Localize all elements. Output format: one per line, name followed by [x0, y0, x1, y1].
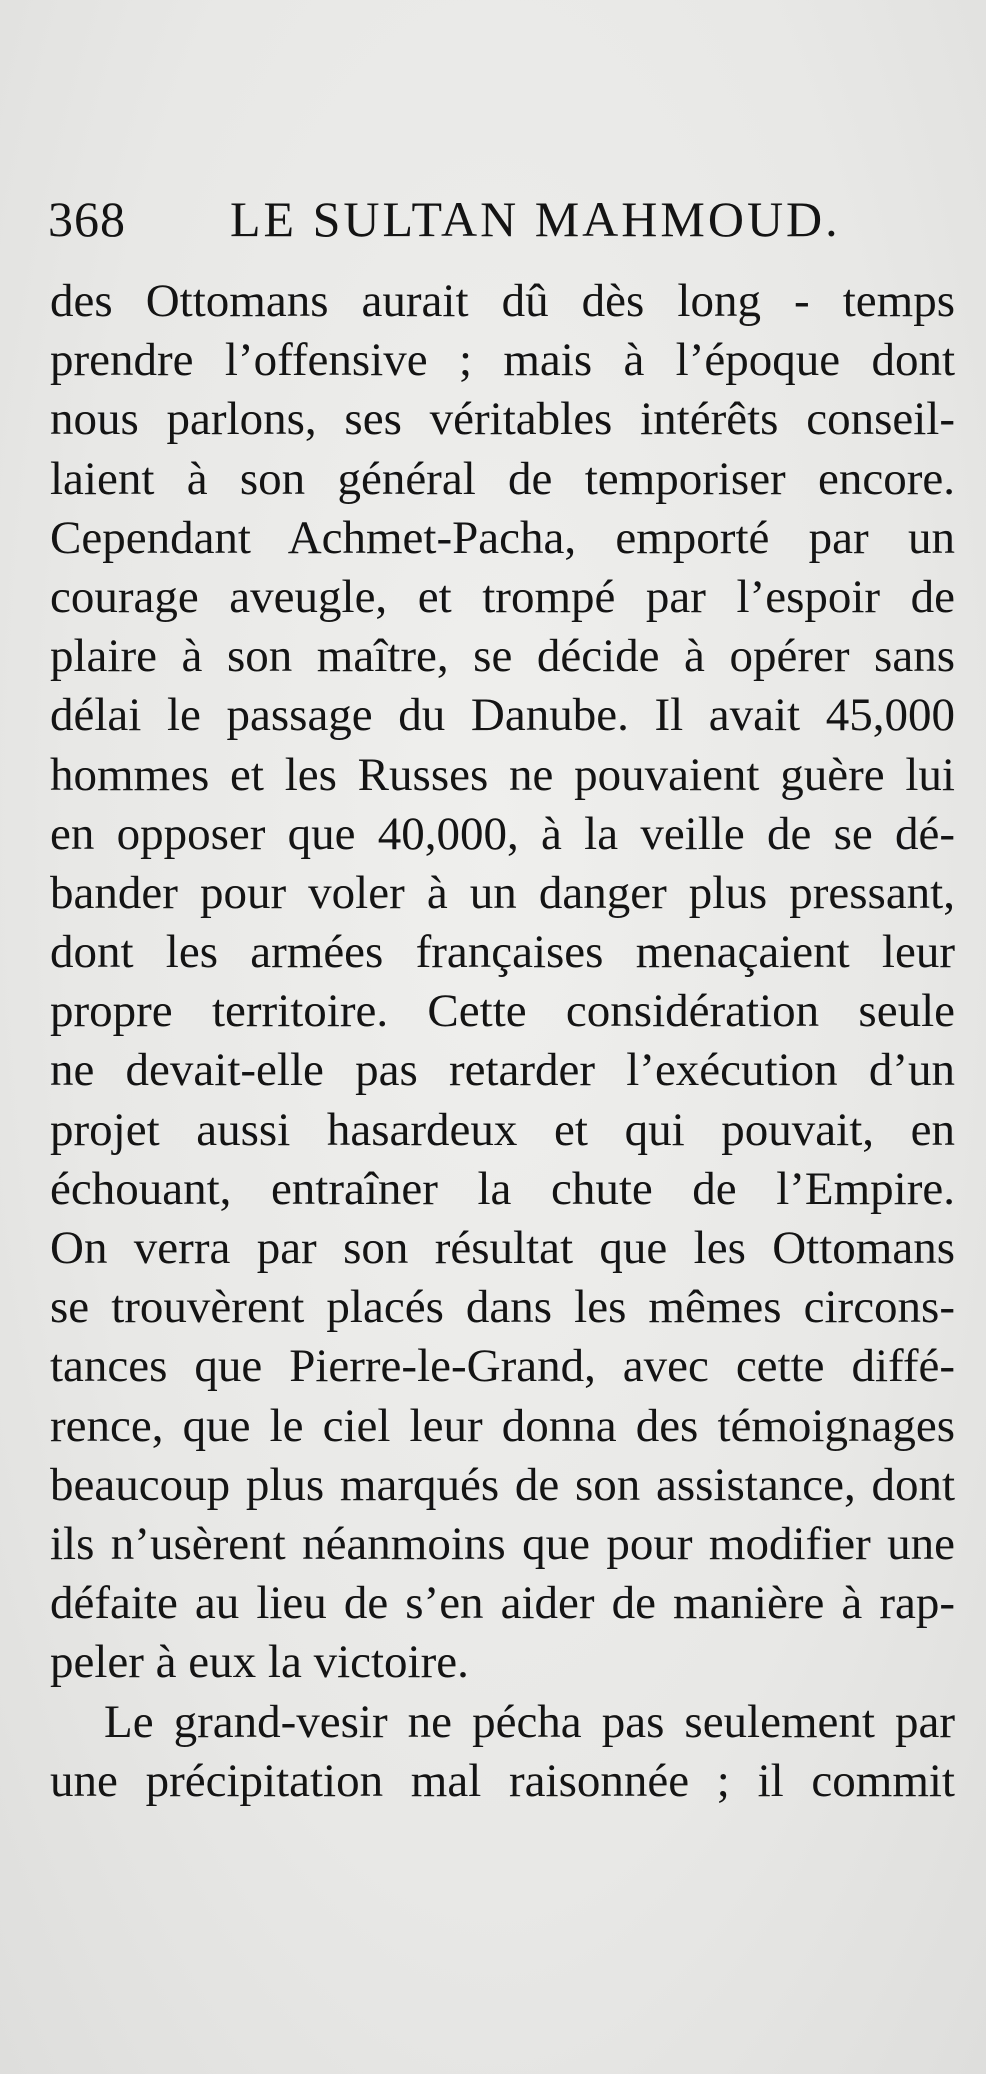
text-line: bander pour voler à un danger plus pressant,	[50, 866, 955, 919]
text-line: laient à son général de temporiser encore.	[50, 452, 955, 505]
body-text	[50, 272, 955, 1811]
text-line: une précipitation mal raisonnée ; il commit	[50, 1754, 955, 1807]
text-line: beaucoup plus marqués de son assistance, dont	[50, 1458, 955, 1511]
text-line: Cependant Achmet-Pacha, emporté par un	[50, 511, 955, 564]
text-line: projet aussi hasardeux et qui pouvait, en	[50, 1103, 955, 1156]
text-line: hommes et les Russes ne pouvaient guère lui	[50, 748, 955, 801]
text-line: nous parlons, ses véritables intérêts conseil-	[50, 393, 955, 446]
text-line: dont les armées françaises menaçaient leur	[50, 926, 955, 979]
text-line: délai le passage du Danube. Il avait 45,000	[50, 689, 955, 742]
text-line: rence, que le ciel leur donna des témoignages	[50, 1399, 955, 1452]
text-line: tances que Pierre-le-Grand, avec cette diffé-	[50, 1340, 955, 1393]
running-title: LE SULTAN MAHMOUD.	[230, 191, 841, 247]
text-line: ils n’usèrent néanmoins que pour modifier une	[50, 1517, 955, 1570]
text-line: propre territoire. Cette considération seule	[50, 985, 955, 1038]
paragraph-last-line: peler à eux la victoire.	[50, 1636, 469, 1689]
text-line: des Ottomans aurait dû dès long - temps	[50, 275, 955, 327]
page-header	[48, 190, 948, 260]
text-line: ne devait-elle pas retarder l’exécution d’un	[50, 1044, 955, 1097]
text-line: défaite au lieu de s’en aider de manière à rap-	[50, 1577, 955, 1630]
text-line: On verra par son résultat que les Ottomans	[50, 1222, 955, 1274]
text-line: plaire à son maître, se décide à opérer sans	[50, 630, 955, 683]
text-line: prendre l’offensive ; mais à l’époque dont	[50, 334, 955, 387]
text-line: en opposer que 40,000, à la veille de se dé-	[50, 807, 955, 860]
text-line: courage aveugle, et trompé par l’espoir de	[50, 570, 955, 623]
text-line: se trouvèrent placés dans les mêmes circons-	[50, 1281, 955, 1334]
paragraph-first-line: Le grand-vesir ne pécha pas seulement par	[104, 1695, 955, 1748]
page-number: 368	[48, 191, 126, 247]
text-line: échouant, entraîner la chute de l’Empire.	[50, 1162, 955, 1215]
